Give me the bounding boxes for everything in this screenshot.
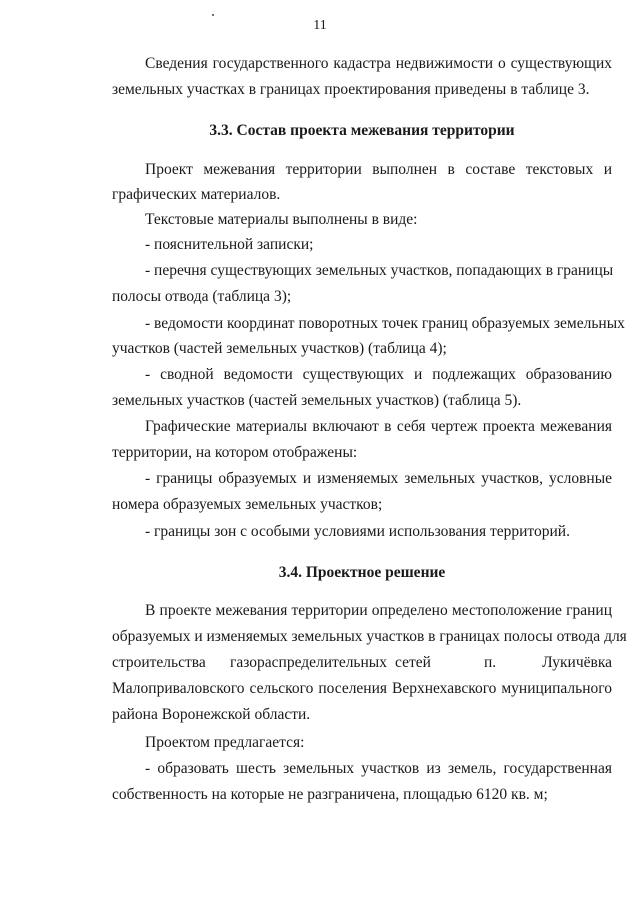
- list-item: - образовать шесть земельных участков из земель, государственная: [145, 760, 612, 777]
- list-item: - границы образуемых и изменяемых земельных участков, условные: [145, 470, 612, 487]
- paragraph-line: графических материалов.: [112, 186, 281, 203]
- page-number: 11: [313, 18, 327, 33]
- paragraph-line: Проект межевания территории выполнен в составе текстовых и: [145, 161, 612, 178]
- scan-dot: [212, 14, 214, 16]
- list-item-continuation: номера образуемых земельных участков;: [112, 496, 383, 513]
- paragraph-line: района Воронежской области.: [112, 706, 311, 723]
- list-item-continuation: участков (частей земельных участков) (таблица 4);: [112, 340, 447, 357]
- list-item-continuation: собственность на которые не разграничена, площадью 6120 кв. м;: [112, 786, 548, 803]
- paragraph-line: Сведения государственного кадастра недвижимости о существующих: [145, 55, 612, 72]
- paragraph-line: Проектом предлагается:: [145, 734, 305, 751]
- word-gazoraspredelitelnyh: газораспределительных: [230, 654, 387, 671]
- paragraph-line: Малоприваловского сельского поселения Верхнехавского муниципального: [112, 680, 612, 697]
- section-heading: 3.4. Проектное решение: [278, 564, 446, 581]
- word-stroitelstva: строительства: [112, 654, 206, 671]
- paragraph-line: образуемых и изменяемых земельных участков в границах полосы отвода для: [112, 628, 627, 645]
- paragraph-line: территории, на котором отображены:: [112, 444, 358, 461]
- word-lukichevka: Лукичёвка: [542, 654, 612, 671]
- paragraph-line: Текстовые материалы выполнены в виде:: [145, 211, 418, 228]
- list-item: - ведомости координат поворотных точек границ образуемых земельных: [145, 315, 625, 332]
- list-item: - перечня существующих земельных участков, попадающих в границы: [145, 262, 614, 279]
- list-item-continuation: земельных участков (частей земельных участков) (таблица 5).: [112, 392, 522, 409]
- list-item: - пояснительной записки;: [145, 236, 314, 253]
- section-heading: 3.3. Состав проекта межевания территории: [209, 122, 515, 139]
- paragraph-line: В проекте межевания территории определено местоположение границ: [145, 602, 612, 619]
- paragraph-line: Графические материалы включают в себя чертеж проекта межевания: [145, 418, 612, 435]
- list-item-continuation: полосы отвода (таблица 3);: [112, 288, 292, 305]
- list-item: - границы зон с особыми условиями использования территорий.: [145, 523, 570, 540]
- word-p: п.: [484, 654, 497, 671]
- word-setey: сетей: [395, 654, 431, 671]
- paragraph-line: земельных участках в границах проектирования приведены в таблице 3.: [112, 81, 590, 98]
- list-item: - сводной ведомости существующих и подлежащих образованию: [145, 366, 612, 383]
